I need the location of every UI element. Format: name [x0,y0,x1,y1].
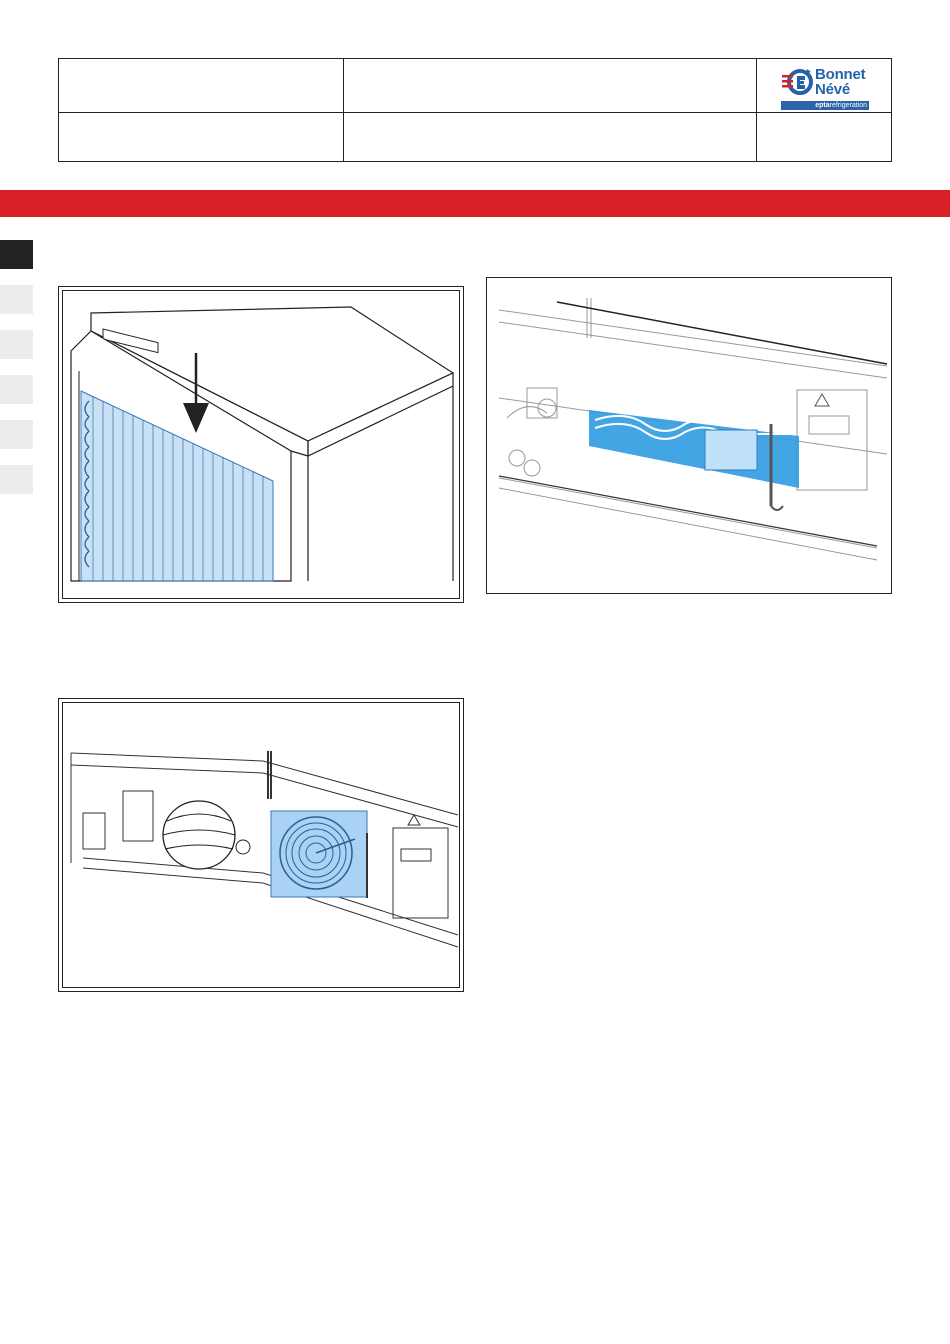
figure-capillary-tube [486,277,892,594]
side-tab[interactable] [0,285,33,314]
figure-condenser-top [58,286,464,603]
logo-subtitle-refrigeration: refrigeration [829,102,867,109]
section-band [0,190,950,217]
side-tab[interactable] [0,330,33,359]
logo-word-neve: Névé [815,81,851,98]
condenser-illustration [63,291,460,599]
side-tab[interactable] [0,420,33,449]
logo-emblem-icon [781,65,815,99]
logo-subtitle [781,101,869,110]
header-divider [59,112,891,113]
side-tab[interactable] [0,465,33,494]
side-tab[interactable] [0,240,33,269]
logo-word-bonnet: Bonnet [815,66,866,83]
header-divider [756,59,757,161]
header-table [58,58,892,162]
bonnet-neve-logo [781,65,873,109]
side-tab[interactable] [0,375,33,404]
logo-subtitle-epta: epta [815,102,830,109]
figure-frame [62,702,460,988]
figure-frame [62,290,460,599]
fan-illustration [63,703,460,988]
figure-condenser-fan [58,698,464,992]
header-divider [343,59,344,161]
capillary-illustration [487,278,891,593]
